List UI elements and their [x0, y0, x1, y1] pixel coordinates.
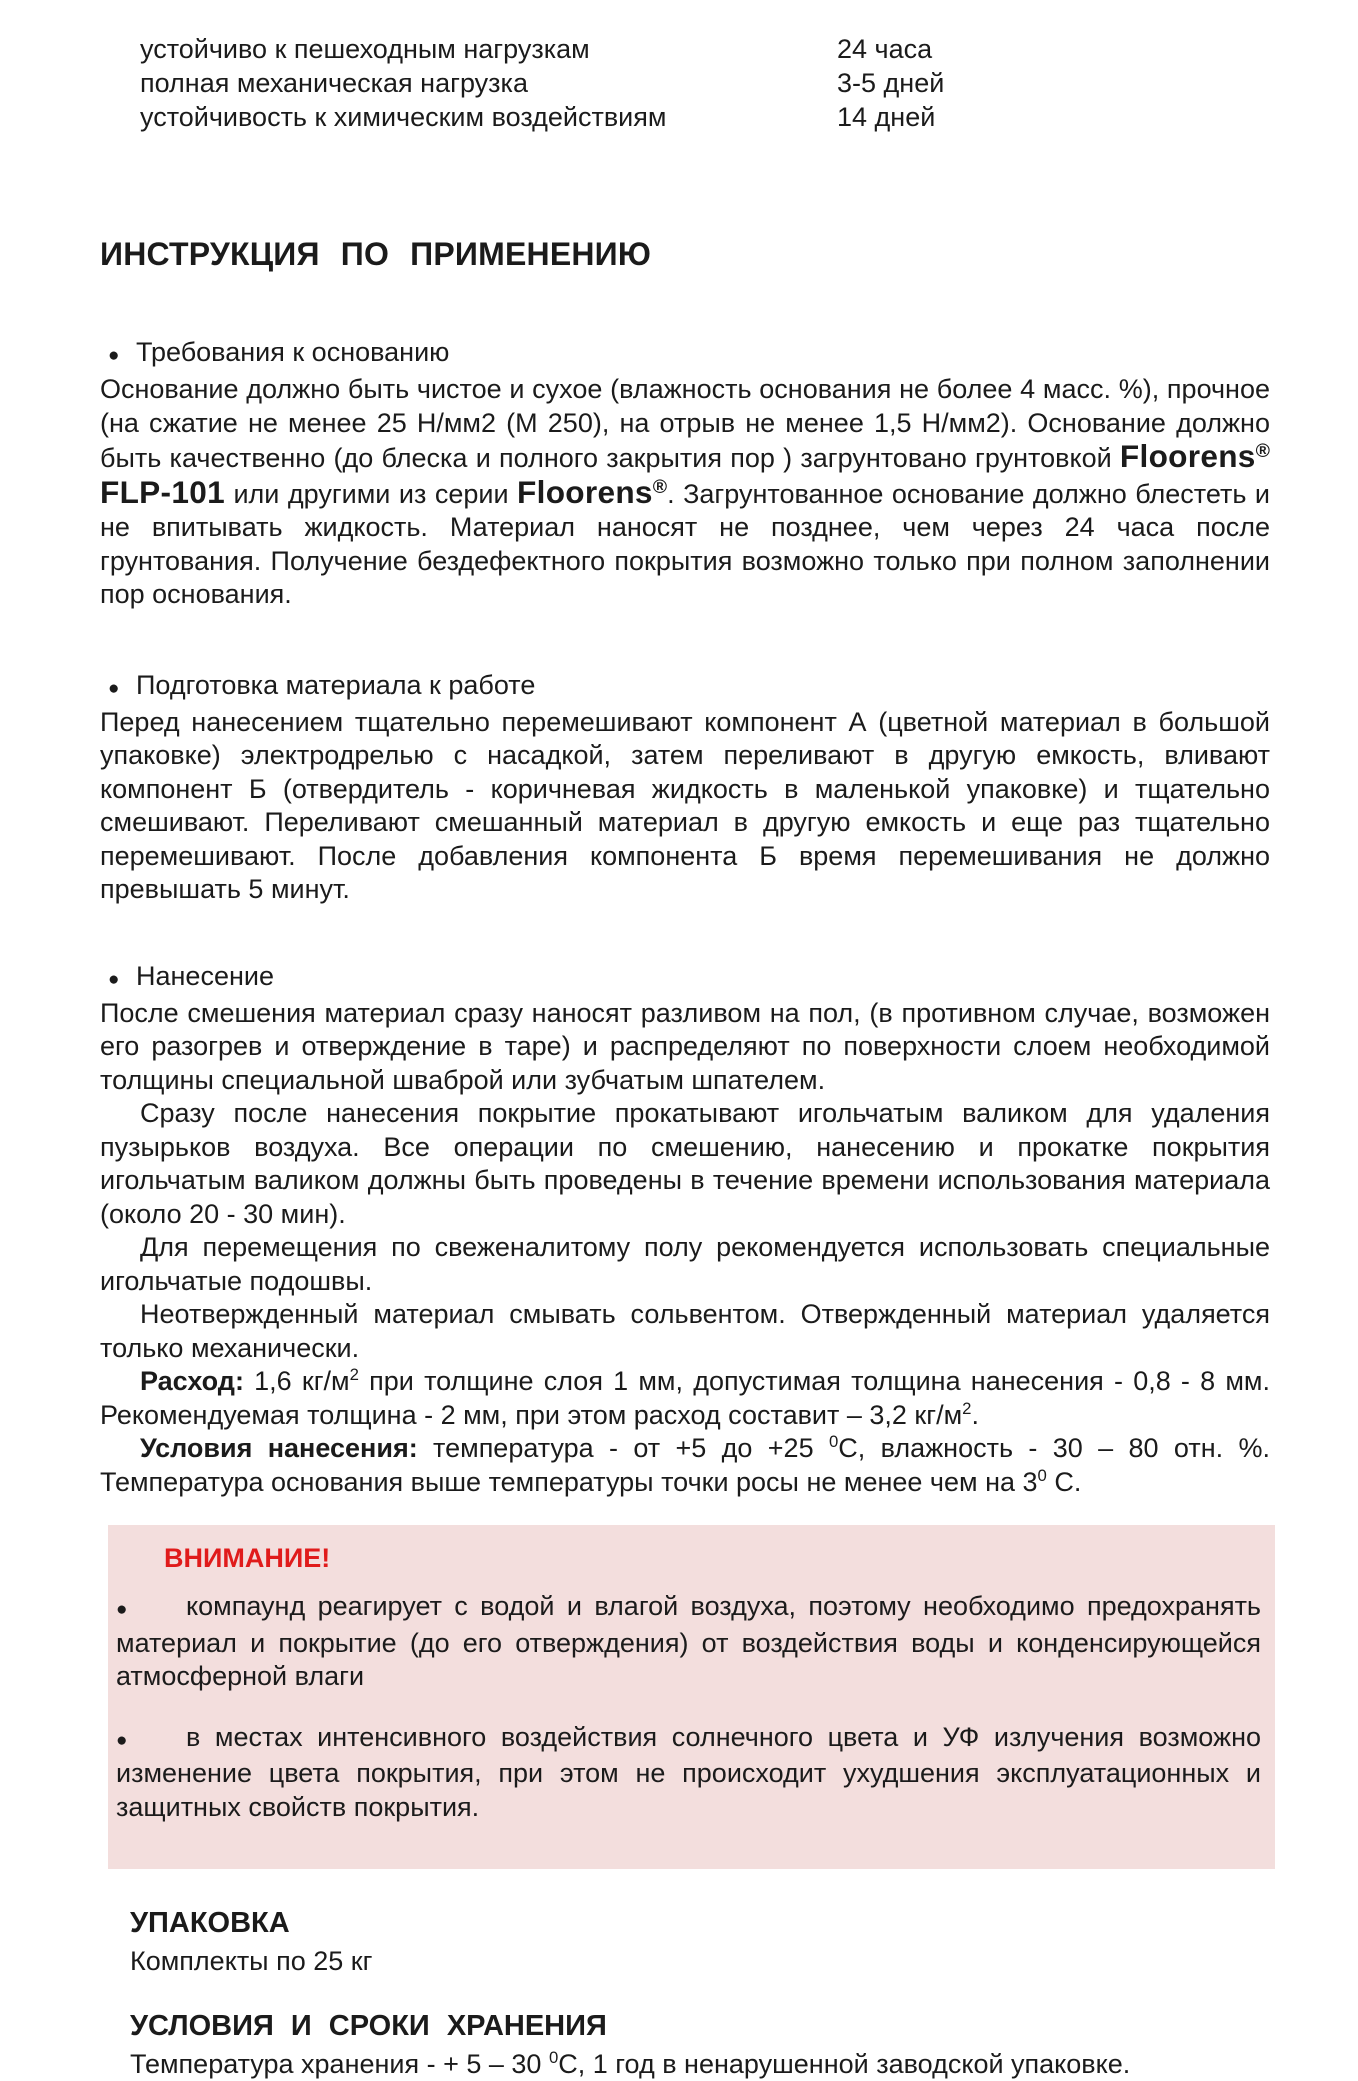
spec-label: устойчивость к химическим воздействиям: [140, 102, 667, 132]
table-row: [140, 66, 1270, 100]
storage-body: Температура хранения - + 5 – 30 $^0$С, 1 год в ненарушенной заводской упаковке.: [130, 2048, 1131, 2079]
requirements-paragraph: Основание должно быть чистое и сухое (влажность основания не более 4 масс. %), прочное (на сжатие не менее 25 Н/мм2 (М 250), на отрыв не менее 1,5 Н/мм2). Основание должно быть качественно (до блеска и полного закрытия пор ) загрунтовано грунтовкой Floorens® FLP-101 или другими из серии Floorens®. Загрунтованное основание должно блестеть и не впитывать жидкость. Материал наносят не позднее, чем через 24 часа после грунтования. Получение бездефектного покрытия возможно только при полном заполнении пор основания.: [100, 374, 1270, 609]
bullet-icon: ●: [108, 345, 120, 366]
table-row: [140, 32, 1270, 66]
application-paragraph-2: Сразу после нанесения покрытие прокатывают игольчатым валиком для удаления пузырьков воздуха. Все операции по смешению, нанесению и прокатке покрытия игольчатым валиком должны быть проведены в течение времени использования материала (около 20 - 30 мин).: [100, 1098, 1270, 1229]
attention-item-2: ● в местах интенсивного воздействия солнечного цвета и УФ излучения возможно изменение цвета покрытия, при этом не происходит ухудшения эксплуатационных и защитных свойств покрытия.: [116, 1721, 1261, 1822]
section-application-title: [100, 959, 1270, 997]
application-paragraph-conditions: Условия нанесения: температура - от +5 до +25 $^0$С, влажность - 30 – 80 отн. %. Температура основания выше температуры точки росы не менее чем на $3^0$ С.: [100, 1432, 1270, 1497]
table-row: [140, 100, 1270, 134]
bullet-icon: ●: [108, 968, 120, 990]
section-preparation-title: [100, 668, 1270, 706]
attention-box: [108, 1525, 1275, 1869]
attention-item-1: ● компаунд реагирует с водой и влагой воздуха, поэтому необходимо предохранять материал и покрытие (до его отверждения) от воздействия воды и конденсирующейся атмосферной влаги: [116, 1591, 1261, 1691]
spec-value: 3-5 дней: [837, 68, 945, 98]
page-title: ИНСТРУКЦИЯ ПО ПРИМЕНЕНИЮ: [100, 236, 652, 272]
spec-label: полная механическая нагрузка: [140, 68, 528, 98]
spec-value: 14 дней: [837, 102, 936, 132]
preparation-paragraph: Перед нанесением тщательно перемешивают компонент А (цветной материал в большой упаковке) электродрелью с насадкой, затем переливают в другую емкость, вливают компонент Б (отвердитель - коричневая жидкость в маленькой упаковке) и тщательно смешивают. Переливают смешанный материал в другую емкость и еще раз тщательно перемешивают. После добавления компонента Б время перемешивания не должно превышать 5 минут.: [100, 706, 1270, 904]
packaging-heading: УПАКОВКА: [130, 1907, 290, 1939]
application-paragraph-4: Неотвержденный материал смывать сольвентом. Отвержденный материал удаляется только механически.: [100, 1299, 1270, 1363]
curing-spec-table: [100, 32, 1270, 134]
section-title: Подготовка материала к работе: [136, 669, 536, 700]
packaging-body: Комплекты по 25 кг: [130, 1946, 373, 1976]
section-title: Нанесение: [136, 960, 274, 991]
application-paragraph-1: После смешения материал сразу наносят разливом на пол, (в противном случае, возможен его разогрев и отверждение в таре) и распределяют по поверхности слоем необходимой толщины специальной шваброй или зубчатым шпателем.: [100, 997, 1270, 1095]
spec-label: устойчиво к пешеходным нагрузкам: [140, 34, 590, 64]
application-paragraph-consumption: Расход: 1,6 $кг/м^2$ при толщине слоя 1 мм, допустимая толщина нанесения - 0,8 - 8 мм. Рекомендуемая толщина - 2 мм, при этом расход составит – 3,2 $кг/м^2$.: [100, 1365, 1270, 1430]
attention-title: ВНИМАНИЕ!: [164, 1543, 331, 1573]
spec-value: 24 часа: [837, 34, 933, 64]
bullet-icon: ●: [108, 677, 120, 699]
tail-sections: [130, 1905, 1270, 2081]
section-title: Требования к основанию: [136, 337, 450, 367]
application-paragraph-3: Для перемещения по свеженалитому полу рекомендуется использовать специальные игольчатые подошвы.: [100, 1232, 1270, 1296]
section-requirements-title: [100, 335, 1270, 373]
storage-heading: УСЛОВИЯ И СРОКИ ХРАНЕНИЯ: [130, 2010, 607, 2042]
